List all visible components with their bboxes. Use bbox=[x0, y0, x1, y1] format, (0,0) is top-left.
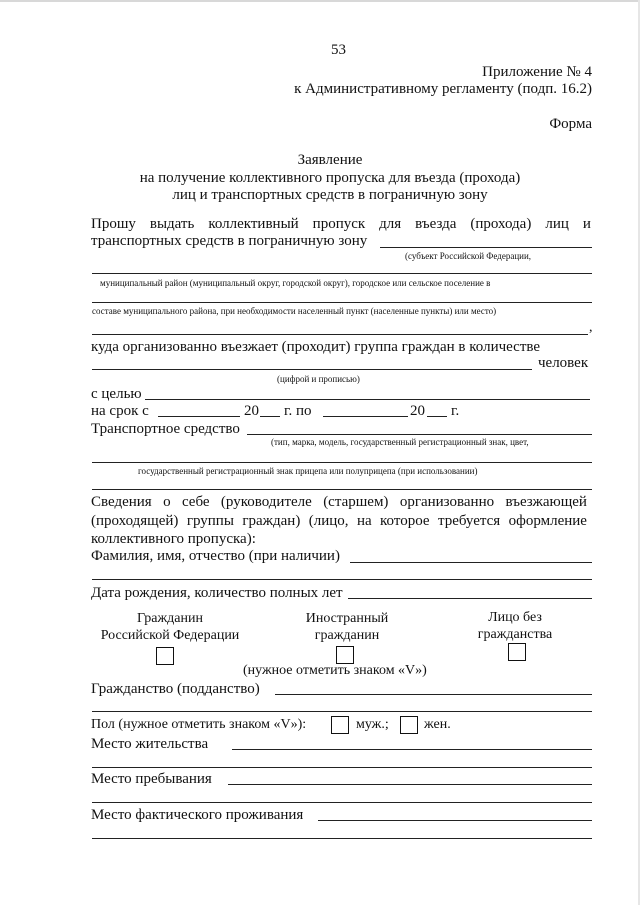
stay-label: Место пребывания bbox=[91, 771, 212, 787]
stay-field[interactable] bbox=[228, 784, 592, 785]
count-hint: (цифрой и прописью) bbox=[277, 374, 360, 384]
option-rf-line2: Российской Федерации bbox=[100, 628, 240, 643]
stay-extra-field[interactable] bbox=[92, 802, 592, 803]
term-start-field[interactable] bbox=[158, 416, 240, 417]
document-subtitle-2: лиц и транспортных средств в пограничную зону bbox=[172, 187, 488, 203]
vehicle-field[interactable] bbox=[247, 434, 592, 435]
request-word: (прохода) bbox=[470, 216, 532, 232]
term-year-1: 20 bbox=[244, 403, 259, 419]
option-foreign-line1: Иностранный bbox=[305, 611, 389, 626]
vehicle-extra-field[interactable] bbox=[92, 489, 592, 490]
about-word: оформление bbox=[508, 513, 587, 529]
sex-label: Пол (нужное отметить знаком «V»): bbox=[91, 717, 307, 732]
request-word: Прошу bbox=[91, 216, 136, 232]
fio-extra-field[interactable] bbox=[92, 579, 592, 580]
option-stateless-line1: Лицо без bbox=[488, 610, 542, 625]
residence-field[interactable] bbox=[232, 749, 592, 750]
document-subtitle-1: на получение коллективного пропуска для въезда (прохода) bbox=[139, 170, 521, 186]
citizenship-extra-field[interactable] bbox=[92, 711, 592, 712]
request-line-1 bbox=[91, 216, 591, 233]
about-word: (проходящей) bbox=[91, 513, 179, 529]
term-year-2-field[interactable] bbox=[427, 416, 447, 417]
request-word: пропуск bbox=[312, 216, 366, 232]
vehicle-hint: (тип, марка, модель, государственный регистрационный знак, цвет, bbox=[271, 437, 529, 447]
about-word: Сведения bbox=[91, 494, 152, 510]
about-word: себе bbox=[181, 494, 210, 510]
residence-extra-field[interactable] bbox=[92, 767, 592, 768]
group-count-label: куда организованно въезжает (проходит) группа граждан в количестве bbox=[91, 339, 541, 355]
about-word: на bbox=[356, 513, 372, 529]
citizen-rf-checkbox[interactable] bbox=[156, 647, 174, 665]
document-title: Заявление bbox=[297, 152, 363, 168]
about-word: въезжающей bbox=[505, 494, 587, 510]
female-label: жен. bbox=[424, 717, 451, 732]
actual-residence-label: Место фактического проживания bbox=[91, 807, 304, 823]
comma: , bbox=[589, 320, 593, 335]
option-foreign-line2: гражданин bbox=[314, 628, 380, 643]
citizenship-field[interactable] bbox=[275, 694, 592, 695]
option-stateless-line2: гражданства bbox=[477, 627, 553, 642]
foreign-citizen-checkbox[interactable] bbox=[336, 646, 354, 664]
term-end-field[interactable] bbox=[323, 416, 408, 417]
trailer-hint: государственный регистрационный знак прицепа или полуприцепа (при использовании) bbox=[138, 466, 478, 476]
actual-residence-extra-field[interactable] bbox=[92, 838, 592, 839]
about-word: группы bbox=[186, 513, 234, 529]
birth-label: Дата рождения, количество полных лет bbox=[91, 585, 343, 601]
request-line-2: транспортных средств в пограничную зону bbox=[91, 233, 368, 249]
term-year-2: 20 bbox=[410, 403, 425, 419]
form-label: Форма bbox=[549, 116, 592, 132]
about-word: граждан) bbox=[242, 513, 301, 529]
scan-edge-top bbox=[0, 0, 640, 2]
district-field[interactable] bbox=[92, 273, 592, 274]
citizenship-label: Гражданство (подданство) bbox=[91, 681, 260, 697]
settlement-field[interactable] bbox=[92, 302, 592, 303]
actual-residence-field[interactable] bbox=[318, 820, 592, 821]
female-checkbox[interactable] bbox=[400, 716, 418, 734]
male-label: муж.; bbox=[356, 717, 389, 732]
region-hint: (субъект Российской Федерации, bbox=[405, 251, 532, 261]
request-word: въезда bbox=[415, 216, 457, 232]
fio-field[interactable] bbox=[350, 562, 592, 563]
about-word: о bbox=[163, 494, 171, 510]
purpose-field[interactable] bbox=[145, 399, 590, 400]
place-field[interactable] bbox=[92, 334, 588, 335]
about-word: организованно bbox=[399, 494, 495, 510]
purpose-label: с целью bbox=[91, 386, 142, 402]
request-word: и bbox=[582, 216, 591, 232]
male-checkbox[interactable] bbox=[331, 716, 349, 734]
regulation-reference: к Административному регламенту (подп. 16.2) bbox=[294, 81, 592, 97]
term-year-1-field[interactable] bbox=[260, 416, 280, 417]
request-word: лиц bbox=[545, 216, 569, 232]
term-prefix: на срок с bbox=[91, 403, 149, 419]
term-end: г. bbox=[451, 403, 460, 419]
persons-label: человек bbox=[538, 355, 589, 371]
fio-label: Фамилия, имя, отчество (при наличии) bbox=[91, 548, 340, 564]
request-word: для bbox=[379, 216, 402, 232]
stateless-checkbox[interactable] bbox=[508, 643, 526, 661]
about-line-3: коллективного пропуска): bbox=[91, 531, 256, 547]
about-line-2 bbox=[91, 513, 587, 530]
trailer-field[interactable] bbox=[92, 462, 592, 463]
about-word: требуется bbox=[437, 513, 501, 529]
option-rf-line1: Гражданин bbox=[137, 611, 203, 626]
about-word: (руководителе bbox=[220, 494, 312, 510]
appendix-label: Приложение № 4 bbox=[482, 64, 592, 80]
page-number: 53 bbox=[331, 42, 346, 58]
group-count-field[interactable] bbox=[92, 369, 532, 370]
birth-field[interactable] bbox=[348, 598, 592, 599]
vehicle-label: Транспортное средство bbox=[91, 421, 240, 437]
about-line-1 bbox=[91, 494, 587, 511]
about-word: (лицо, bbox=[308, 513, 349, 529]
request-word: коллективный bbox=[208, 216, 299, 232]
mark-hint: (нужное отметить знаком «V») bbox=[243, 663, 427, 678]
about-word: (старшем) bbox=[323, 494, 389, 510]
about-word: которое bbox=[380, 513, 430, 529]
term-middle: г. по bbox=[284, 403, 312, 419]
settlement-hint: составе муниципального района, при необходимости населенный пункт (населенные пункты) или место) bbox=[92, 306, 497, 316]
request-word: выдать bbox=[149, 216, 195, 232]
district-hint: муниципальный район (муниципальный округ, городской округ), городское или сельское поселение в bbox=[100, 278, 491, 288]
region-field[interactable] bbox=[380, 247, 592, 248]
residence-label: Место жительства bbox=[91, 736, 209, 752]
